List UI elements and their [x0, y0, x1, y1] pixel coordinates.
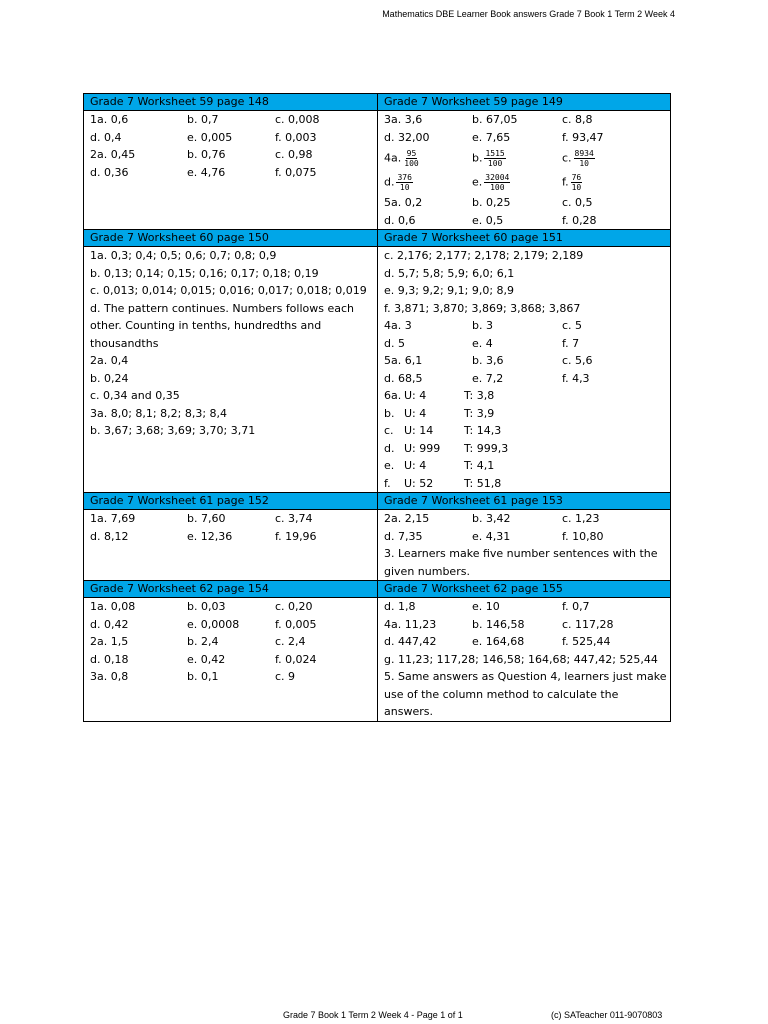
answer-label: e. — [472, 175, 483, 188]
answers-table — [83, 93, 671, 722]
answer-row — [90, 146, 377, 164]
section-header: Grade 7 Worksheet 60 page 150 — [84, 230, 378, 247]
denominator: 100 — [487, 158, 503, 168]
answer-label: f. — [562, 175, 569, 188]
answer-line: d. The pattern continues. Numbers follows each other. Counting in tenths, hundredths and thousandths — [90, 301, 355, 350]
answer: f. 10,80 — [562, 529, 604, 543]
answer-line: g. 11,23; 117,28; 146,58; 164,68; 447,42; 525,44 — [384, 652, 658, 666]
answer-line: 1a. 0,3; 0,4; 0,5; 0,6; 0,7; 0,8; 0,9 — [90, 249, 277, 262]
answer-row — [384, 387, 670, 405]
answer: c. 3,74 — [275, 512, 313, 525]
answer-row — [90, 598, 377, 616]
answer: d. 0,18 — [90, 652, 129, 666]
answer-label: b. — [472, 151, 483, 164]
answer-row — [384, 370, 670, 388]
answer-row — [384, 212, 670, 230]
answer: f. 0,024 — [275, 652, 317, 666]
answer: e. 0,0008 — [187, 617, 240, 631]
answer-line: b. 3,67; 3,68; 3,69; 3,70; 3,71 — [90, 424, 256, 437]
answer: c. 5,6 — [562, 354, 593, 367]
answer: d. 7,35 — [384, 529, 423, 543]
answer-row — [90, 633, 377, 651]
answer: b. 0,03 — [187, 600, 226, 613]
answer: d. 0,6 — [384, 213, 416, 227]
answer: U: 14 — [404, 424, 434, 437]
answer-line: c. 0,013; 0,014; 0,015; 0,016; 0,017; 0,018; 0,019 — [90, 284, 367, 297]
answer: e. 4 — [472, 336, 493, 350]
answer-cell — [378, 247, 671, 493]
answer: e. 4,76 — [187, 165, 226, 179]
answer-label: e. — [384, 459, 395, 472]
answer-row — [384, 111, 670, 129]
answer: 5a. 0,2 — [384, 196, 423, 209]
answer-line: b. 0,24 — [90, 371, 129, 385]
answer: U: 4 — [404, 459, 427, 472]
answer: e. 10 — [472, 600, 500, 613]
section-header: Grade 7 Worksheet 61 page 153 — [378, 493, 671, 510]
answer: c. 0,98 — [275, 148, 313, 161]
answer: b. 0,1 — [187, 670, 219, 683]
answer: U: 4 — [404, 406, 427, 420]
answer: T: 51,8 — [464, 476, 502, 490]
answer-cell — [84, 111, 378, 230]
fraction — [571, 173, 583, 192]
fraction-answer — [562, 173, 642, 192]
answer-line: 5. Same answers as Question 4, learners just make use of the column method to calculate the answers. — [384, 670, 667, 718]
answer: f. 4,3 — [562, 371, 590, 385]
fraction-row — [384, 146, 670, 170]
answer-row — [384, 422, 670, 440]
fraction-answer — [472, 173, 562, 192]
answer: U: 4 — [404, 389, 427, 402]
answer-label: c. — [384, 424, 394, 437]
answer: T: 4,1 — [464, 459, 495, 472]
answer: 2a. 0,45 — [90, 148, 136, 161]
answer: 1a. 0,6 — [90, 113, 129, 126]
answer: f. 0,28 — [562, 213, 597, 227]
numerator: 95 — [406, 148, 417, 158]
denominator: 10 — [571, 182, 582, 192]
answer-row — [384, 352, 670, 370]
answer: e. 0,42 — [187, 652, 226, 666]
answer-row — [384, 194, 670, 212]
answer-row — [90, 510, 377, 528]
denominator: 10 — [399, 182, 410, 192]
answer: b. 2,4 — [187, 635, 219, 648]
section-header: Grade 7 Worksheet 59 page 149 — [378, 94, 671, 111]
answer: 2a. 2,15 — [384, 512, 430, 525]
fraction — [574, 149, 595, 168]
answer: c. 117,28 — [562, 617, 614, 631]
answer: d. 1,8 — [384, 600, 416, 613]
answer: e. 4,31 — [472, 529, 511, 543]
fraction — [484, 149, 505, 168]
answer-label: 6a. — [384, 389, 402, 402]
answer-cell — [378, 510, 671, 581]
footer-copyright: (c) SATeacher 011-9070803 — [551, 1010, 663, 1020]
answer: b. 0,25 — [472, 196, 511, 209]
section-header: Grade 7 Worksheet 61 page 152 — [84, 493, 378, 510]
answer: d. 0,42 — [90, 617, 129, 631]
answer-line: 3a. 8,0; 8,1; 8,2; 8,3; 8,4 — [90, 406, 228, 420]
answer-label: 4a. — [384, 151, 402, 164]
answer: e. 164,68 — [472, 635, 525, 648]
answer: 1a. 7,69 — [90, 512, 136, 525]
answer: T: 999,3 — [464, 441, 509, 455]
answer-label: f. — [384, 476, 391, 490]
denominator: 100 — [490, 182, 505, 192]
answer: b. 146,58 — [472, 617, 525, 631]
answer: e. 12,36 — [187, 529, 233, 543]
answer-row — [90, 668, 377, 686]
fraction-answer — [384, 149, 472, 168]
answer-row — [384, 405, 670, 423]
answer-row — [90, 129, 377, 147]
answer-line: c. 0,34 and 0,35 — [90, 389, 180, 402]
answer: c. 0,20 — [275, 600, 313, 613]
answer: 4a. 11,23 — [384, 617, 437, 631]
fraction-answer — [472, 149, 562, 168]
answer-row — [384, 335, 670, 353]
footer-page-info: Grade 7 Book 1 Term 2 Week 4 - Page 1 of 1 — [283, 1010, 463, 1020]
answer-row — [384, 633, 670, 651]
answer-row — [384, 317, 670, 335]
answer: e. 0,5 — [472, 213, 504, 227]
answer: T: 14,3 — [464, 424, 502, 437]
answer-row — [384, 598, 670, 616]
answer-row — [90, 616, 377, 634]
answer-line: b. 0,13; 0,14; 0,15; 0,16; 0,17; 0,18; 0,19 — [90, 266, 319, 280]
answer: f. 0,005 — [275, 617, 317, 631]
answer: U: 999 — [404, 441, 441, 455]
answer-line: f. 3,871; 3,870; 3,869; 3,868; 3,867 — [384, 301, 581, 315]
answer-line: c. 2,176; 2,177; 2,178; 2,179; 2,189 — [384, 249, 584, 262]
answer-label: b. — [384, 406, 395, 420]
answer-row — [384, 129, 670, 147]
answer: d. 5 — [384, 336, 405, 350]
fraction-row — [384, 170, 670, 194]
answer: d. 32,00 — [384, 130, 430, 144]
numerator: 76 — [571, 172, 582, 182]
answer: U: 52 — [404, 476, 434, 490]
answer: f. 7 — [562, 336, 580, 350]
answer: e. 0,005 — [187, 130, 233, 144]
answer: f. 0,7 — [562, 600, 590, 613]
answer-row — [384, 510, 670, 528]
answer: c. 9 — [275, 670, 296, 683]
fraction — [484, 173, 510, 192]
answer-line: 3. Learners make five number sentences with the given numbers. — [384, 547, 658, 578]
answer: e. 7,2 — [472, 371, 504, 385]
answer: 3a. 3,6 — [384, 113, 423, 126]
answer: 4a. 3 — [384, 319, 412, 332]
answer: f. 93,47 — [562, 130, 604, 144]
section-header: Grade 7 Worksheet 59 page 148 — [84, 94, 378, 111]
answer: b. 3 — [472, 319, 493, 332]
answer-label: d. — [384, 175, 395, 188]
answer-row — [384, 440, 670, 458]
answer-row — [90, 528, 377, 546]
answer-cell — [84, 598, 378, 722]
answer: b. 7,60 — [187, 512, 226, 525]
answer-cell — [84, 247, 378, 493]
answer-cell — [84, 510, 378, 581]
fraction — [396, 173, 412, 192]
answer: d. 68,5 — [384, 371, 423, 385]
fraction-answer — [562, 149, 642, 168]
denominator: 100 — [404, 158, 419, 168]
answer: 3a. 0,8 — [90, 670, 129, 683]
answer-cell — [378, 598, 671, 722]
answer-row — [384, 457, 670, 475]
numerator: 376 — [397, 172, 412, 182]
answer: f. 0,075 — [275, 165, 317, 179]
section-header: Grade 7 Worksheet 62 page 155 — [378, 581, 671, 598]
answer: c. 5 — [562, 319, 583, 332]
answer: c. 0,5 — [562, 196, 593, 209]
answer: d. 0,36 — [90, 165, 129, 179]
denominator: 10 — [579, 158, 589, 168]
answer-label: d. — [384, 441, 395, 455]
answer-label: c. — [562, 151, 572, 164]
answer: 1a. 0,08 — [90, 600, 136, 613]
answer: c. 2,4 — [275, 635, 306, 648]
answer: 2a. 1,5 — [90, 635, 129, 648]
answer: T: 3,8 — [464, 389, 495, 402]
answer: c. 1,23 — [562, 512, 600, 525]
answer: d. 447,42 — [384, 635, 437, 648]
answer: b. 0,7 — [187, 113, 219, 126]
answer: b. 3,6 — [472, 354, 504, 367]
answer-line: 2a. 0,4 — [90, 354, 129, 367]
answer: d. 0,4 — [90, 130, 122, 144]
answer: f. 525,44 — [562, 635, 611, 648]
answer: b. 0,76 — [187, 148, 226, 161]
numerator: 8934 — [574, 148, 594, 158]
answer-cell — [378, 111, 671, 230]
numerator: 32004 — [485, 172, 510, 182]
answer-line: e. 9,3; 9,2; 9,1; 9,0; 8,9 — [384, 284, 515, 297]
answer-row — [384, 528, 670, 546]
answer: e. 7,65 — [472, 130, 511, 144]
answer-line: d. 5,7; 5,8; 5,9; 6,0; 6,1 — [384, 266, 515, 280]
fraction-answer — [384, 173, 472, 192]
running-header: Mathematics DBE Learner Book answers Grade 7 Book 1 Term 2 Week 4 — [382, 9, 675, 19]
answer-row — [90, 164, 377, 182]
answer: c. 8,8 — [562, 113, 593, 126]
answer: f. 0,003 — [275, 130, 317, 144]
answer-row — [384, 616, 670, 634]
answer-row — [384, 475, 670, 493]
answer: 5a. 6,1 — [384, 354, 423, 367]
answer: d. 8,12 — [90, 529, 129, 543]
section-header: Grade 7 Worksheet 62 page 154 — [84, 581, 378, 598]
answer-row — [90, 651, 377, 669]
section-header: Grade 7 Worksheet 60 page 151 — [378, 230, 671, 247]
numerator: 1515 — [485, 148, 505, 158]
answer: b. 3,42 — [472, 512, 511, 525]
fraction — [403, 149, 419, 168]
answer-row — [90, 111, 377, 129]
answer: b. 67,05 — [472, 113, 518, 126]
answer: c. 0,008 — [275, 113, 320, 126]
answer: T: 3,9 — [464, 406, 495, 420]
answer: f. 19,96 — [275, 529, 317, 543]
